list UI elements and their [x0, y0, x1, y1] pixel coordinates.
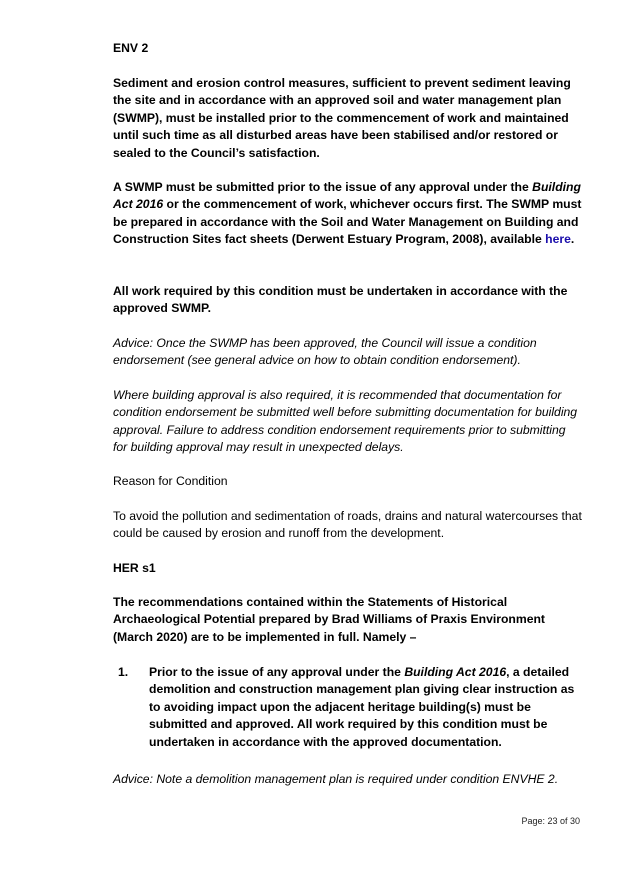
env2-paragraph-1: Sediment and erosion control measures, sufficient to prevent sediment leaving the site and in accordance with an approved soil and water management plan (SWMP), must be installed prior to the commencement of work and maintained until such time as all disturbed areas have been stabilised and/or restored or sealed to the Council’s satisfaction.: [113, 76, 571, 160]
page-number: Page: 23 of 30: [521, 816, 580, 826]
reason-for-condition-text: To avoid the pollution and sedimentation of roads, drains and natural watercourses that could be caused by erosion and runoff from the development.: [113, 509, 582, 541]
reason-for-condition-heading: Reason for Condition: [113, 474, 228, 488]
env2-paragraph-2-text-a: A SWMP must be submitted prior to the issue of any approval under the: [113, 180, 533, 194]
building-act-reference-2: Building Act 2016: [404, 665, 507, 679]
building-act-reference: Building Act 2016: [113, 180, 581, 212]
env2-paragraph-2-end: .: [570, 232, 575, 247]
env2-paragraph-3: All work required by this condition must be undertaken in accordance with the approved SWMP.: [113, 284, 568, 316]
hers1-heading: HER s1: [113, 561, 156, 575]
hers1-intro: The recommendations contained within the Statements of Historical Archaeological Potential prepared by Brad Williams of Praxis Environment (March 2020) are to be implemented in full. Namely –: [113, 595, 545, 644]
list-item-1-text-b: , a detailed demolition and construction management plan giving clear instruction as to avoiding impact upon the adjacent heritage building(s) must be submitted and approved. All work required by this condition must be undertaken in accordance with the approved documentation.: [149, 665, 575, 749]
env2-paragraph-2: [113, 179, 583, 249]
hers1-advice: Advice: Note a demolition management plan is required under condition ENVHE 2.: [113, 772, 559, 786]
list-item-1: [149, 664, 579, 751]
env2-advice-2: Where building approval is also required, it is recommended that documentation for condition endorsement be submitted well before submitting documentation for building approval. Failure to address condition endorsement requirements prior to submitting for building approval may result in unexpected delays.: [113, 388, 578, 455]
env2-paragraph-2-text-b: or the commencement of work, whichever occurs first. The SWMP must be prepared in accordance with the Soil and Water Management on Building and Construction Sites fact sheets (Derwent Estuary Program, 2008), available: [113, 197, 582, 247]
here-link[interactable]: here: [545, 232, 571, 247]
env2-heading: ENV 2: [113, 41, 149, 55]
list-item-number: 1.: [118, 665, 129, 679]
env2-advice-1: Advice: Once the SWMP has been approved, the Council will issue a condition endorsement (see general advice on how to obtain condition endorsement).: [113, 336, 537, 368]
list-item-1-text-a: Prior to the issue of any approval under the: [149, 665, 405, 679]
